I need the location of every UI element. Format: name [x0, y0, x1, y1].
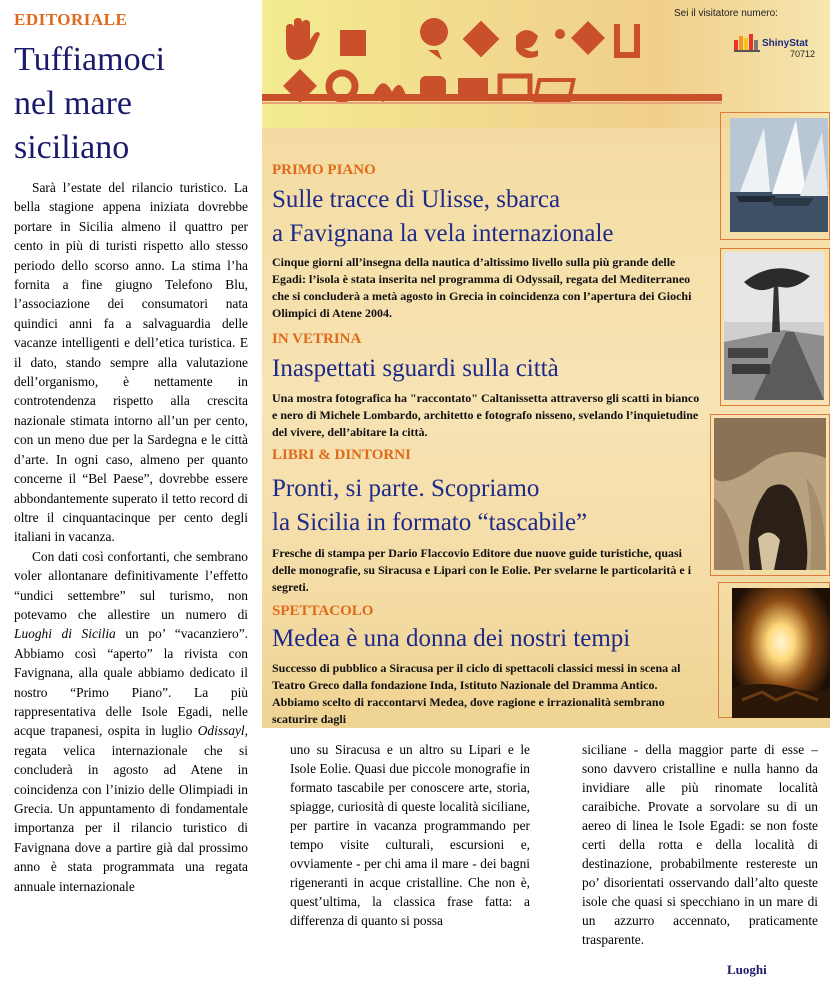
section-headline[interactable]	[272, 352, 722, 386]
section-kicker: PRIMO PIANO	[272, 162, 376, 178]
section-kicker: SPETTACOLO	[272, 603, 374, 619]
section-summary: Successo di pubblico a Siracusa per il ciclo di spettacoli classici messi in scena al Teatro Greco dalla fondazione Inda, Istituto Nazionale del Dramma Antico. Abbiamo scelto di raccontarvi Medea, dove ragione e irrazionalità sembrano scaturire dagli	[272, 661, 681, 726]
editorial-title	[14, 38, 254, 170]
hero-panel	[262, 0, 830, 728]
magazine-name: Luoghi di Sicilia	[14, 626, 116, 642]
section-summary: Una mostra fotografica ha "raccontato" Caltanissetta attraverso gli scatti in bianco e nero di Michele Lombardo, architetto e fotografo nisseno, svelando l’inquietudine del vivere, dell’abitare la città.	[272, 391, 700, 439]
section-headline[interactable]	[272, 183, 722, 251]
theatre-fire-photo[interactable]	[732, 588, 830, 718]
masthead-rule	[262, 94, 722, 101]
article-column-right: siciliane - della maggior parte di esse – sono davvero cristalline e nulla hanno da invidiare alle più rinomate località caraibiche. Provate a sorvolare su di un aereo di linea le Isole Egadi: se non foste certi della rotta e della località di destinazione, probabilmente restereste un po’ disorientati osservando dall’alto queste isole che quasi si specchiano in un mare di un azzurro accennato, praticamente trasparente.	[582, 742, 818, 947]
signature: Luoghi	[727, 962, 767, 977]
section-headline[interactable]	[272, 472, 722, 540]
section-kicker: IN VETRINA	[272, 331, 362, 347]
editorial-paragraph: Con dati così confortanti, che sembrano voler allontanare definitivamente l’effetto “undici settembre” sul turismo, non potevamo che allestire un numero di Luoghi di Sicilia un po’ “vacanziero”. Abbiamo così “aperto” la rivista con Favignana, alla quale abbiamo dedicato il nostro “Primo Piano”. La più rappresentativa delle Isole Egadi, nelle acque trapanesi, ospita in luglio Odissayl, regata velica internazionale che si concluderà in agosto ad Atene in coincidenza con l’inizio delle Olimpiadi in Grecia. Un appuntamento di fondamentale importanza per il rilancio turistico di Favignana dove a partire già dal prossimo anno è stata programmata una regata annuale internazionale	[14, 548, 248, 894]
visitor-counter-label: Sei il visitatore numero:	[674, 8, 778, 19]
editorial-title-line: Tuffiamoci	[14, 41, 166, 78]
article-column-middle: uno su Siracusa e un altro su Lipari e le Isole Eolie. Quasi due piccole monografie in formato tascabile per conoscere arte, storia, spiagge, curiosità di queste località siciliane, per partire in vacanza programmando per tempo visite culturali, escursioni e, ovviamente - per chi ama il mare - dei bagni rigeneranti in acque cristalline. Che non è, quest’ultima, la classica frase fatta: a differenza di quanto si possa	[290, 742, 530, 928]
section-summary: Fresche di stampa per Dario Flaccovio Editore due nuove guide turistiche, quasi delle monografie, su Siracusa e Lipari con le Eolie. Per svelarne le particolarità e i segreti.	[272, 546, 692, 594]
regatta-name: Odissayl	[197, 723, 245, 739]
headline-line: la Sicilia in formato “tascabile”	[272, 509, 588, 536]
cave-photo[interactable]	[714, 418, 826, 570]
masthead-rule-thin	[262, 102, 722, 104]
section-summary: Cinque giorni all’insegna della nautica d’altissimo livello sulla più grande delle Egadi: l’isola è stata inserita nel programma di Odyssail, regata del Mediterraneo che si concluderà a metà agosto in Grecia in coincidenza con l’apertura dei Giochi Olimpici di Atene 2004.	[272, 255, 692, 320]
street-photo[interactable]	[724, 252, 824, 400]
headline-line: Inaspettati sguardi sulla città	[272, 355, 559, 382]
editorial-title-line: nel mare	[14, 85, 132, 122]
section-kicker: LIBRI & DINTORNI	[272, 447, 411, 463]
editorial-column	[0, 0, 262, 998]
sailboats-photo[interactable]	[730, 118, 828, 232]
visitor-count: 70712	[790, 49, 816, 59]
editorial-kicker: EDITORIALE	[14, 10, 128, 29]
section-headline[interactable]	[272, 622, 722, 656]
shinystat-brand: ShinyStat	[762, 38, 809, 49]
editorial-body	[14, 178, 248, 896]
headline-line: Medea è una donna dei nostri tempi	[272, 625, 631, 652]
headline-line: Sulle tracce di Ulisse, sbarca	[272, 186, 561, 213]
editorial-paragraph: Sarà l’estate del rilancio turistico. La bella stagione appena iniziata dovrebbe portare in Sicilia almeno il quattro per cento in più di turisti rispetto allo stesso periodo dello scorso anno. La stima l’ha fornita a fine giugno Telefono Blu, l’associazione dei consumatori nata quindici anni fa a salvaguardia delle vacanze intelligenti e dell’etica turistica. E il dato, stando sempre alla valutazione dell’organismo, è nettamente in controtendenza rispetto alla crescita nazionale stimata intorno all’un per cento, con un meno due per la Sardegna e le città d’arte. In ogni caso, almeno per quanto concerne il “Bel Paese”, dovrebbe essere abbondantemente superato il tetto record di oltre il cinquantacinque per cento degli italiani in vacanza.	[14, 180, 248, 545]
editorial-title-line: siciliano	[14, 129, 130, 166]
headline-line: Pronti, si parte. Scopriamo	[272, 475, 540, 502]
headline-line: a Favignana la vela internazionale	[272, 220, 614, 247]
